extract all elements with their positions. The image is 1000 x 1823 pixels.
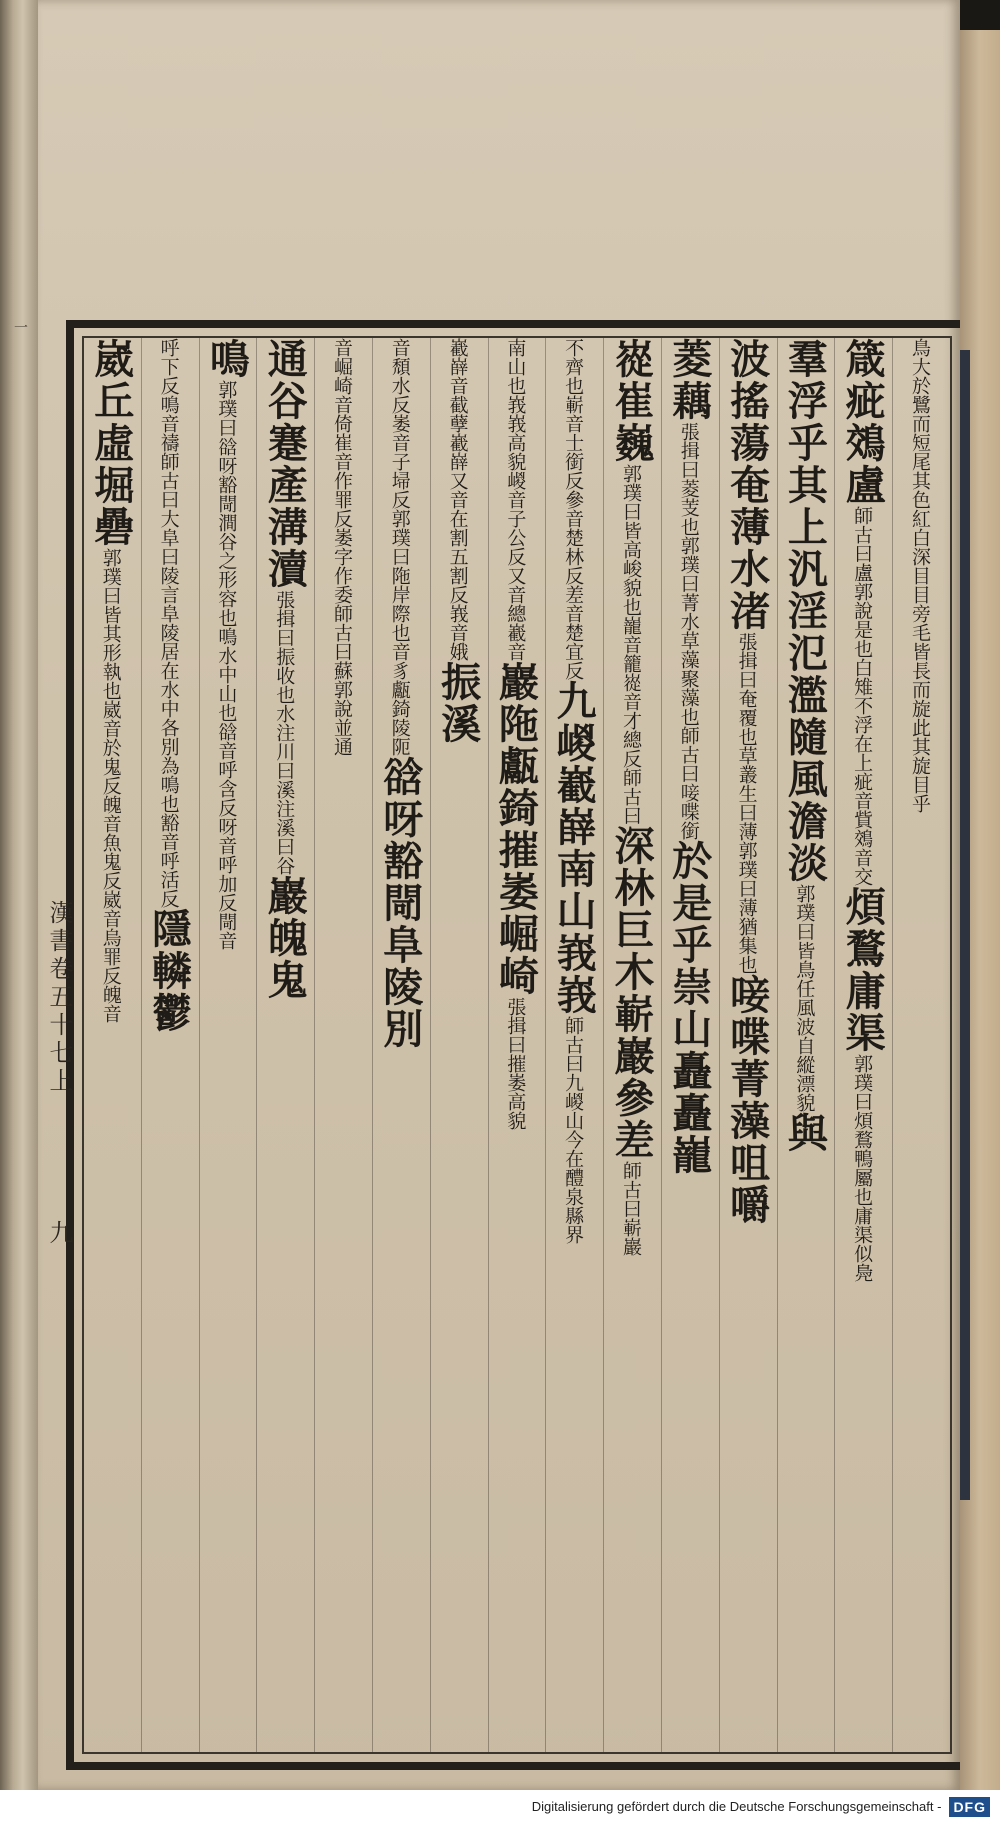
main-text: 振溪 (434, 661, 482, 745)
footer-credit: Digitalisierung gefördert durch die Deutsche Forschungsgemeinschaft - (531, 1799, 942, 1814)
margin-page-number: 九 (45, 1220, 73, 1244)
commentary-text: 師古曰嶄巖 (619, 1161, 642, 1256)
text-column (84, 338, 141, 1752)
commentary-text: 不齊也嶄音士銜反參音楚林反差音楚宜反 (562, 338, 585, 680)
text-column (661, 338, 719, 1752)
commentary-text: 郭璞曰皆高峻貌也巃音籠嵸音才總反師古曰 (619, 464, 642, 825)
commentary-text: 郭璞曰皆鳥任風波自縱漂貌 (793, 884, 816, 1112)
main-text: 與 (781, 1112, 829, 1154)
main-text: 箴疵鵁盧 (839, 338, 887, 506)
main-text: 通谷蹇產溝瀆 (261, 338, 309, 590)
text-column (892, 338, 950, 1752)
main-text: 谽呀豁閜阜陵別 (376, 756, 424, 1050)
text-column (430, 338, 488, 1752)
main-text: 巖陁甗錡摧崣崛崎 (492, 661, 540, 997)
main-text: 九嵕嶻嶭南山峩峩 (550, 680, 598, 1016)
spine-mark: 一 (12, 320, 28, 334)
commentary-text: 張揖曰振收也水注川曰溪注溪曰谷 (273, 590, 296, 875)
text-column (141, 338, 199, 1752)
text-column (199, 338, 257, 1752)
text-columns (84, 338, 950, 1752)
next-page-edge (960, 30, 1000, 1790)
commentary-text: 音崛崎音倚崔音作罪反崣字作委師古曰蘇郭說並通 (330, 338, 353, 756)
main-text: 嵸崔巍 (607, 338, 655, 464)
book-page (38, 0, 960, 1790)
main-text: 深林巨木嶄巖參差 (607, 825, 655, 1161)
text-column (719, 338, 777, 1752)
commentary-text: 音頹水反崣音子埽反郭璞曰陁岸際也音豸甗錡陵阨 (388, 338, 411, 756)
commentary-text: 張揖曰摧崣高貌 (504, 997, 527, 1130)
digitization-footer (0, 1790, 1000, 1823)
text-column (488, 338, 546, 1752)
main-text: 崴丘虛堀礨 (87, 338, 135, 548)
commentary-text: 嶻嶭音截孽嶻嶭又音在割五割反峩音娥 (446, 338, 469, 661)
commentary-text: 張揖曰菱芰也郭璞曰菁水草藻聚藻也師古曰唼喋銜 (677, 422, 700, 840)
dfg-logo: DFG (949, 1797, 990, 1817)
text-column (834, 338, 892, 1752)
commentary-text: 郭璞曰皆其形執也崴音於鬼反魄音魚鬼反崴音烏罪反魄音 (99, 548, 122, 1023)
text-column (603, 338, 661, 1752)
commentary-text: 郭璞曰煩鶩鴨屬也庸渠似鳧 (851, 1054, 874, 1282)
text-column (372, 338, 430, 1752)
margin-title: 漢書卷五十七上 (45, 900, 73, 1096)
main-text: 波搖蕩奄薄水渚 (723, 338, 771, 632)
main-text: 隱轔鬱 (145, 908, 193, 1034)
main-text: 鳴 (203, 338, 251, 380)
text-column (256, 338, 314, 1752)
text-frame (66, 320, 968, 1770)
main-text: 巖魄鬼 (261, 875, 309, 1001)
commentary-text: 張揖曰奄覆也草叢生曰薄郭璞曰薄猶集也 (735, 632, 758, 974)
main-text: 於是乎崇山矗矗巃 (665, 840, 713, 1176)
commentary-text: 師古曰盧郭說是也白雉不浮在上疵音貲鵁音交 (851, 506, 874, 886)
main-text: 菱藕 (665, 338, 713, 422)
text-column (314, 338, 372, 1752)
commentary-text: 師古曰九嵕山今在醴泉縣界 (562, 1016, 585, 1244)
book-spine-edge (0, 0, 38, 1790)
commentary-text: 南山也峩峩高貌嵕音子公反又音總嶻音 (504, 338, 527, 661)
main-text: 唼喋菁藻咀嚼 (723, 974, 771, 1226)
text-column (777, 338, 835, 1752)
main-text: 煩鶩庸渠 (839, 886, 887, 1054)
commentary-text: 鳥大於鷺而短尾其色紅白深目目旁毛皆長而旋此其旋目乎 (908, 338, 931, 813)
commentary-text: 呼下反鳴音禱師古曰大阜曰陵言阜陵居在水中各別為鳴也豁音呼活反 (157, 338, 180, 908)
commentary-text: 郭璞曰谽呀豁閜澗谷之形容也鳴水中山也谽音呼含反呀音呼加反閜音 (215, 380, 238, 950)
main-text: 羣浮乎其上汎淫氾濫隨風澹淡 (781, 338, 829, 884)
text-column (545, 338, 603, 1752)
